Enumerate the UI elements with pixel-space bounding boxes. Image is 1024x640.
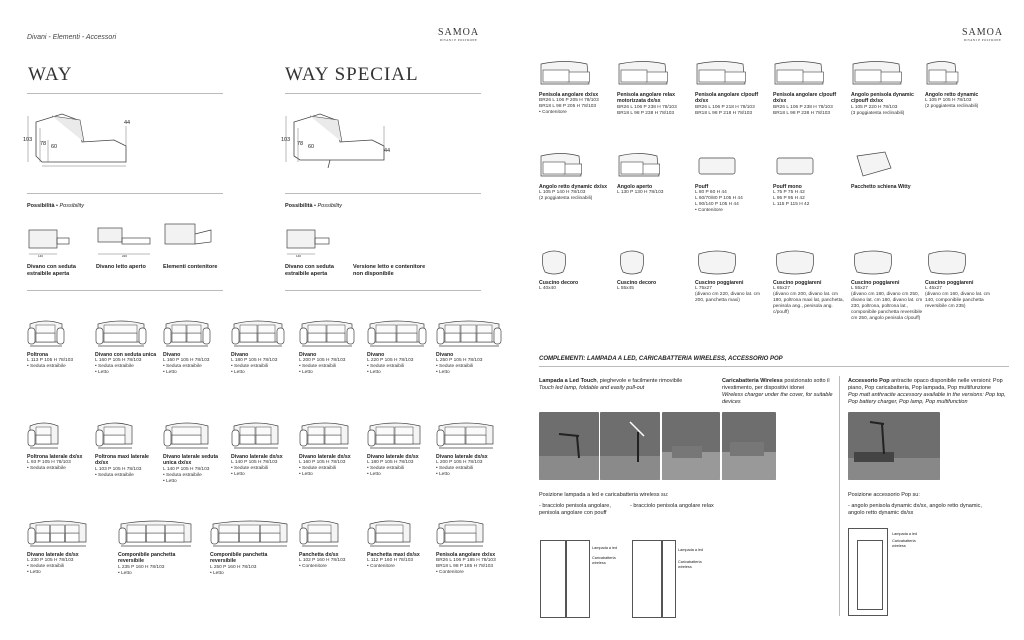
product-name: Panchetta dx/sx (299, 552, 339, 558)
sofa-drawing (163, 418, 211, 452)
product-option: • Letto (231, 370, 245, 376)
complements-title: COMPLEMENTI: LAMPADA A LED, CARICABATTERIA WIRELESS, ACCESSORIO POP (539, 356, 783, 362)
product-detail: • Contenitore (539, 110, 567, 116)
plan-lamp-label: Lampada a led (592, 546, 618, 550)
product-name: Divano (436, 352, 454, 358)
product-name: Penisola angolare c/pouff dx/sx (773, 92, 837, 105)
samoa-logo (962, 27, 1003, 42)
product-item (695, 148, 769, 214)
product-item (851, 244, 925, 322)
pop-photo (848, 412, 940, 480)
product-option: • Contenitore (299, 564, 327, 570)
product-item (27, 418, 95, 472)
product-name: Cuscino poggiareni (851, 280, 900, 286)
product-item (617, 148, 691, 196)
cushion-drawing (773, 244, 817, 278)
right-page (512, 0, 1024, 640)
sofa-drawing (695, 56, 747, 90)
product-detail: L 130 P 130 H 78/103 (617, 190, 664, 196)
plan-lamp-label: Lampada a led (892, 532, 918, 536)
possibility-en: Possibility (59, 203, 84, 209)
product-dimensions: L 140 P 105 H 78/103 (163, 466, 210, 472)
product-dimensions: L 250 P 160 H 78/103 (210, 564, 257, 570)
product-option: • Letto (27, 570, 41, 576)
product-detail: (divano cm 160, divano lat. cm 140, componibile panchetta reversibile cm 235) (925, 292, 991, 310)
product-dimensions: L 93 P 105 H 78/103 (27, 460, 71, 466)
product-dimensions: L 160 P 105 H 78/103 (299, 460, 346, 466)
product-option: • Sedute estraibili (231, 364, 269, 370)
product-name: Angolo retto dynamic dx/sx (539, 184, 608, 190)
samoa-logo (438, 27, 479, 42)
product-item (851, 148, 925, 190)
dim-103: 103 (23, 137, 33, 143)
product-item (95, 418, 163, 479)
product-detail: BR18 L 98 P 238 H 78/103 (617, 110, 675, 116)
sofa-drawing (925, 56, 959, 90)
product-name: Penisola angolare dx/sx (539, 92, 599, 98)
product-item (95, 316, 163, 376)
divider (285, 93, 481, 94)
product-dimensions: BR18 L 98 P 185 H 78/103 (436, 564, 494, 570)
product-name: Pouff mono (773, 184, 802, 190)
logo-text: SAMOA (438, 27, 480, 38)
cushion-drawing (539, 244, 569, 278)
product-name: Poltrona laterale dx/sx (27, 454, 83, 460)
product-name: Penisola angolare dx/sx (436, 552, 496, 558)
divider (27, 93, 223, 94)
product-detail: L 105 P 220 H 78/103 (851, 104, 898, 110)
product-detail: (3 poggiatesta reclinabili) (851, 110, 905, 116)
sofa-drawing (617, 148, 661, 182)
option-label: Versione letto e contenitore non disponibile (353, 264, 426, 277)
brand-way: WAY (28, 64, 73, 85)
sofa-drawing (118, 516, 194, 550)
lamp-text-en: Touch led lamp, foldable and easily pull-out (539, 385, 645, 391)
sofa-drawing (436, 516, 486, 550)
product-dimensions: BR26 L 106 P 185 H 78/103 (436, 558, 496, 564)
possibility-label: Possibilità • Possibility (285, 203, 342, 209)
plan-penisola (540, 540, 566, 618)
charger-title: Caricabatteria Wireless (722, 378, 783, 384)
product-option: • Letto (163, 478, 177, 484)
cushion-drawing (695, 244, 739, 278)
product-detail: BR26 L 106 P 238 H 78/103 (617, 104, 677, 110)
product-item (695, 244, 769, 304)
product-name: Angolo retto dynamic (925, 92, 979, 98)
charger-description (722, 378, 834, 406)
product-item (299, 516, 367, 570)
product-name: Penisola angolare relax motorizzata dx/sx (617, 92, 675, 105)
category-header: Divani - Elementi - Accessori (27, 34, 117, 41)
possibility-it: Possibilità (27, 203, 55, 209)
possibility-en: Possibility (317, 203, 342, 209)
product-item (436, 316, 504, 376)
product-detail: L 115 P 115 H 42 (773, 202, 810, 208)
product-item (539, 148, 613, 202)
product-item (163, 316, 231, 376)
product-item (695, 56, 769, 117)
product-option: • Letto (231, 472, 245, 478)
product-option: • Contenitore (436, 570, 464, 576)
plan-relax (632, 540, 662, 618)
sofa-drawing (231, 316, 285, 350)
product-detail: L 95 P 95 H 42 (773, 196, 805, 202)
product-name: Divano laterale dx/sx (436, 454, 488, 460)
product-item (163, 418, 231, 485)
way-profile-drawing (22, 106, 132, 172)
product-dimensions: L 250 P 105 H 78/103 (436, 358, 483, 364)
sofa-drawing (436, 316, 502, 350)
sofa-drawing (617, 56, 669, 90)
dim-60: 60 (51, 144, 58, 150)
product-item (436, 418, 504, 478)
product-name: Penisola angolare c/pouff dx/sx (695, 92, 759, 105)
product-name: Divano laterale dx/sx (367, 454, 419, 460)
product-option: • Sedute estraibili (299, 466, 337, 472)
product-item (367, 418, 435, 478)
product-dimensions: L 103 P 105 H 78/103 (95, 466, 142, 472)
divider (285, 193, 481, 194)
lamp-text: , pieghevole e facilmente rimovibile (596, 378, 683, 384)
product-option: • Sedute estraibili (27, 564, 65, 570)
product-option: • Letto (436, 370, 450, 376)
position-a: - bracciolo penisola angolare, penisola angolare con pouff (539, 503, 611, 516)
lamp-photo-1 (539, 412, 599, 480)
product-option: • Sedute estraibili (231, 466, 269, 472)
product-name: Componibile panchetta reversibile (118, 552, 176, 565)
product-detail: (divano cm 220, divano lat. cm 200, panchetta maxi) (695, 292, 761, 304)
product-detail: BR26 L 106 P 238 H 78/103 (773, 104, 833, 110)
product-detail: (2 poggiatesta reclinabili) (925, 104, 979, 110)
product-item (773, 244, 847, 316)
product-detail: L 105 P 105 H 78/103 (925, 98, 972, 104)
product-dimensions: L 160 P 105 H 78/103 (163, 358, 210, 364)
product-dimensions: L 235 P 160 H 78/103 (118, 564, 165, 570)
product-name: Pacchetto schiena Witty (851, 184, 911, 190)
product-option: • Letto (118, 570, 132, 576)
divider (285, 290, 481, 291)
product-name: Angolo aperto (617, 184, 653, 190)
pop-title: Accessorio Pop (848, 378, 890, 384)
product-item (367, 316, 435, 376)
product-dimensions: L 180 P 105 H 78/103 (231, 358, 278, 364)
product-option: • Seduta estraibile (95, 472, 134, 478)
dim-103: 103 (281, 137, 291, 143)
product-option: • Letto (210, 570, 224, 576)
product-dimensions: L 140 P 105 H 78/103 (231, 460, 278, 466)
charger-photo-2 (722, 412, 776, 480)
sofa-drawing (851, 56, 903, 90)
product-detail: L 60/70/80 P 105 H 44 (695, 196, 743, 202)
product-option: • Sedute estraibili (436, 364, 474, 370)
product-item (773, 56, 847, 117)
product-dimensions: L 200 P 105 H 78/103 (299, 358, 346, 364)
cushion-drawing (851, 244, 895, 278)
product-option: • Seduta estraibile (27, 466, 66, 472)
product-name: Divano laterale dx/sx (231, 454, 283, 460)
product-option: • Seduta estraibile (163, 472, 202, 478)
sofa-drawing (27, 316, 65, 350)
product-name: Divano laterale dx/sx (299, 454, 351, 460)
dim-78: 78 (297, 141, 304, 147)
cushion-drawing (925, 244, 969, 278)
position-b: - bracciolo penisola angolare relax (630, 503, 714, 509)
sofa-drawing (539, 56, 591, 90)
product-detail: BR18 L 98 P 218 H 78/103 (695, 110, 753, 116)
option-label: Divano con seduta estraibile aperta (27, 264, 76, 277)
dim-44: 44 (384, 148, 391, 154)
pouff-drawing (773, 148, 817, 182)
sofa-drawing (27, 516, 89, 550)
product-item (231, 316, 299, 376)
option-label: Divano letto aperto (96, 264, 146, 270)
product-detail: L 45x27 (925, 286, 942, 292)
dim-78: 78 (40, 141, 47, 147)
product-option: • Letto (367, 370, 381, 376)
product-name: Divano laterale dx/sx (27, 552, 79, 558)
product-item (367, 516, 435, 570)
dim-44: 44 (124, 120, 131, 126)
product-dimensions: L 102 P 160 H 78/103 (299, 558, 346, 564)
product-detail: (2 poggiatesta reclinabili) (539, 196, 593, 202)
product-option: • Letto (299, 370, 313, 376)
product-option: • Letto (367, 472, 381, 478)
pop-text: antracite opaco disponibile nelle versioni: Pop piano, Pop caricabatteria, Pop lampada, Pop multifunzione (848, 378, 1003, 391)
option-label: Elementi contenitore (163, 264, 218, 270)
product-item (925, 244, 999, 310)
lamp-title: Lampada a Led Touch (539, 378, 597, 384)
product-name: Componibile panchetta reversibile (210, 552, 268, 565)
sofa-drawing (231, 418, 281, 452)
product-detail: (divano cm 200, divano lat. cm 180, poltrona maxi lat, panchetta, penisola ang., penisola ang. c/pouff) (773, 292, 844, 316)
product-item (118, 516, 186, 577)
divider (27, 193, 223, 194)
product-item (27, 516, 95, 576)
product-option: • Seduta estraibile (27, 364, 66, 370)
product-name: Cuscino decoro (617, 280, 657, 286)
product-detail: L 55x27 (851, 286, 868, 292)
product-option: • Letto (95, 370, 109, 376)
product-option: • Sedute estraibili (367, 466, 405, 472)
plan-pop-inner (857, 540, 883, 610)
product-detail: L 80 P 60 H 44 (695, 190, 727, 196)
sofa-drawing (299, 516, 341, 550)
product-item (436, 516, 504, 576)
logo-sub: DIVANI E POLTRONE (439, 38, 478, 42)
product-item (27, 316, 95, 370)
product-option: • Letto (299, 472, 313, 478)
product-name: Divano (367, 352, 385, 358)
product-option: • Sedute estraibili (367, 364, 405, 370)
sofa-drawing (436, 418, 496, 452)
product-option: • Seduta estraibile (163, 364, 202, 370)
product-option: • Contenitore (367, 564, 395, 570)
product-name: Cuscino poggiareni (773, 280, 822, 286)
sofa-drawing (299, 418, 351, 452)
pop-position-title: Posizione accessorio Pop su: (848, 492, 920, 498)
brand-way-special: WAY SPECIAL (285, 64, 419, 85)
product-dimensions: L 113 P 105 H 78/103 (27, 358, 74, 364)
sofa-drawing (773, 56, 825, 90)
plan-charger-label: Caricabatteria wireless (678, 560, 702, 569)
cushion-drawing (617, 244, 647, 278)
sofa-drawing (367, 418, 423, 452)
product-item (773, 148, 847, 208)
product-name: Angolo penisola dynamic c/pouff dx/sx (851, 92, 914, 105)
logo-sub: DIVANI E POLTRONE (963, 38, 1002, 42)
product-option: • Sedute estraibili (436, 466, 474, 472)
product-detail: L 75x27 (695, 286, 712, 292)
dim-220: 220 (122, 254, 128, 258)
sofa-drawing (367, 316, 427, 350)
product-detail: L 40x40 (539, 286, 556, 292)
lamp-description (539, 378, 699, 392)
product-dimensions: L 200 P 105 H 78/103 (436, 460, 483, 466)
dim-60: 60 (308, 144, 315, 150)
possibility-label: Possibilità • Possibility (27, 203, 84, 209)
product-detail: L 90/140 P 105 H 44 (695, 202, 739, 208)
product-name: Divano (231, 352, 249, 358)
dim-140: 140 (296, 254, 302, 258)
lamp-photo-2 (600, 412, 660, 480)
product-detail: BR18 L 98 P 205 H 78/103 (539, 104, 597, 110)
sofa-drawing (299, 316, 355, 350)
plan-relax-back (662, 540, 676, 618)
storage-drawing (163, 222, 217, 256)
sofa-drawing (539, 148, 583, 182)
plan-penisola-back (566, 540, 590, 618)
product-detail: BR18 L 98 P 238 H 78/103 (773, 110, 831, 116)
sofa-drawing (367, 516, 413, 550)
charger-text: posizionato sotto il rivestimento, per dispositivi idonei (722, 378, 830, 391)
product-item (539, 56, 613, 116)
pouff-drawing (695, 148, 739, 182)
product-item (539, 244, 613, 292)
product-name: Divano con seduta unica (95, 352, 157, 358)
product-dimensions: L 220 P 105 H 78/103 (367, 358, 414, 364)
product-item (925, 56, 999, 110)
product-dimensions: L 112 P 160 H 78/103 (367, 558, 414, 564)
charger-text-en: Wireless charger under the cover, for suitable devices (722, 392, 833, 405)
product-item (851, 56, 925, 117)
sofa-drawing (95, 316, 147, 350)
product-detail: BR26 L 106 P 218 H 78/103 (695, 104, 755, 110)
pop-description (848, 378, 1016, 406)
product-item (231, 418, 299, 478)
product-name: Divano laterale seduta unica dx/sx (163, 454, 219, 467)
position-title: Posizione lampada a led e caricabatteria wireless su: (539, 492, 669, 498)
product-name: Divano (163, 352, 181, 358)
sofa-drawing (163, 316, 211, 350)
logo-text: SAMOA (962, 27, 1004, 38)
divider (27, 290, 223, 291)
product-item (210, 516, 278, 577)
product-name: Cuscino poggiareni (925, 280, 974, 286)
product-dimensions: L 180 P 105 H 78/103 (367, 460, 414, 466)
product-detail: (divano cm 180, divano cm 250, divano lat. cm 160, divano lat. cm 230, poltrona, poltrona lat., componibile panchetta reversibile cm 250, angolo penisola c/pouff) (851, 292, 923, 322)
pop-position-text: - angolo penisola dynamic dx/sx, angolo retto dynamic, angolo retto dynamic dx/sx (848, 503, 982, 516)
sofa-drawing (27, 418, 61, 452)
product-item (299, 316, 367, 376)
pop-text-en: Pop matt anthracite accessory available in the versions: Pop top, Pop battery charger, Pop lamp, Pop multifunction (848, 392, 1006, 405)
product-name: Divano (299, 352, 317, 358)
option-label: Divano con seduta estraibile aperta (285, 264, 334, 277)
way-special-profile-drawing (280, 106, 400, 172)
pullout-seat-drawing (285, 224, 335, 258)
product-name: Cuscino poggiareni (695, 280, 744, 286)
product-name: Pouff (695, 184, 709, 190)
product-dimensions: L 230 P 105 H 78/103 (27, 558, 74, 564)
plan-lamp-label: Lampada a led (678, 548, 704, 552)
product-detail: L 105 P 140 H 78/103 (539, 190, 586, 196)
plan-charger-label: Caricabatteria wireless (892, 539, 916, 548)
product-item (617, 244, 691, 292)
product-detail: • Contenitore (695, 208, 723, 214)
product-detail: L 65x27 (773, 286, 790, 292)
product-option: • Letto (163, 370, 177, 376)
dim-140: 140 (38, 254, 44, 258)
plan-charger-label: Caricabatteria wireless (592, 556, 616, 565)
product-detail: BR26 L 106 P 205 H 78/103 (539, 98, 599, 104)
sofa-drawing (210, 516, 290, 550)
product-option: • Letto (436, 472, 450, 478)
product-dimensions: L 160 P 105 H 78/103 (95, 358, 142, 364)
product-item (617, 56, 691, 117)
product-name: Cuscino decoro (539, 280, 579, 286)
product-name: Poltrona (27, 352, 49, 358)
product-option: • Sedute estraibili (299, 364, 337, 370)
sofa-drawing (95, 418, 135, 452)
pullout-seat-drawing (27, 224, 73, 258)
divider (539, 366, 1009, 367)
charger-photo-1 (662, 412, 720, 480)
product-name: Panchetta maxi dx/sx (367, 552, 420, 558)
possibility-it: Possibilità (285, 203, 313, 209)
product-item (299, 418, 367, 478)
product-option: • Seduta estraibile (95, 364, 134, 370)
product-detail: L 75 P 75 H 42 (773, 190, 805, 196)
product-name: Poltrona maxi laterale dx/sx (95, 454, 149, 467)
product-detail: L 55x45 (617, 286, 634, 292)
divider (839, 376, 840, 616)
back-drawing (851, 148, 895, 182)
